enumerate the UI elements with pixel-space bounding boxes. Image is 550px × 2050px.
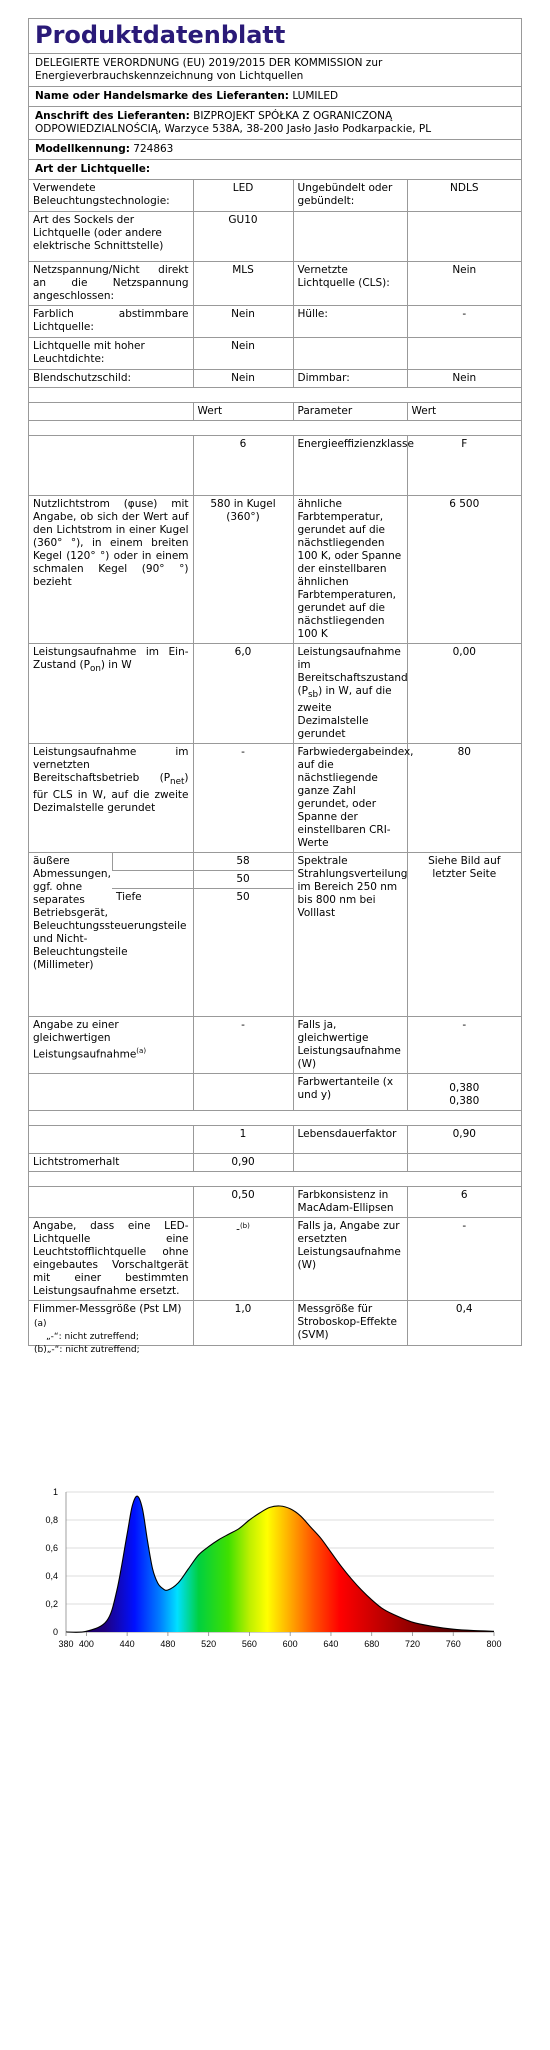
- macadam-value: 6: [407, 1187, 521, 1218]
- cell-param: [293, 338, 407, 370]
- y-tick-label: 0,2: [45, 1599, 58, 1609]
- supplier-name: LUMILED: [292, 90, 339, 102]
- x-tick-label: 480: [160, 1639, 176, 1649]
- cell-value: Nein: [193, 306, 293, 338]
- model-label: Modellkennung:: [35, 143, 130, 155]
- footnote-ref-b: (b): [239, 1222, 250, 1231]
- cell-label: Blendschutzschild:: [29, 370, 193, 388]
- cell-value: GU10: [193, 212, 293, 262]
- power-sb-sub: sb: [307, 690, 319, 701]
- regulation-text: DELEGIERTE VERORDNUNG (EU) 2019/2015 DER KOMMISSION zur Energieverbrauchskennzeichnung von Lichtquellen: [29, 53, 521, 86]
- spectrum-chart: [30, 1480, 520, 1660]
- y-tick-label: 0,6: [45, 1543, 58, 1553]
- energy-class-label: Energieeffizienzklasse: [293, 436, 407, 496]
- spectrum-value: Siehe Bild auf letzter Seite: [407, 853, 521, 1017]
- equiv-power-label: Falls ja, gleichwertige Leistungsaufnahme (W): [293, 1017, 407, 1074]
- page-title: Produktdatenblatt: [35, 21, 286, 49]
- cell-param: Dimmbar:: [293, 370, 407, 388]
- equiv-value: -: [193, 1017, 293, 1074]
- y-tick-label: 0: [52, 1627, 58, 1637]
- footnote-mark: (b): [34, 1345, 47, 1355]
- cell-value2: Nein: [407, 262, 521, 306]
- cell-empty: [29, 403, 193, 421]
- macadam-label: Farbkonsistenz in MacAdam-Ellipsen: [293, 1187, 407, 1218]
- cell-param: Vernetzte Lichtquelle (CLS):: [293, 262, 407, 306]
- power-net-sub: net: [170, 777, 185, 788]
- life-value: 1: [193, 1126, 293, 1154]
- footnote-ref-a: (a): [136, 1047, 147, 1056]
- replaced-power-label: Falls ja, Angabe zur ersetzten Leistungsaufnahme (W): [293, 1218, 407, 1301]
- cell-empty: [29, 436, 193, 496]
- dimensions-label: äußere Abmessungen, ggf. ohne separates Betriebsgerät, Beleuchtungssteuerungsteile und Nicht-Beleuchtungsteile (Millimeter): [29, 853, 112, 1017]
- supplier-address-row: [29, 106, 521, 139]
- flicker-label: Flimmer-Messgröße (Pst LM): [29, 1301, 193, 1345]
- energy-class-value: F: [407, 436, 521, 496]
- header-wert2: Wert: [407, 403, 521, 421]
- dim-sub-empty: [112, 871, 193, 889]
- power-net-label-text: Leistungsaufnahme im vernetzten Bereitschaftsbetrieb (P: [33, 746, 189, 785]
- x-tick-label: 400: [78, 1639, 94, 1649]
- power-on-label: [29, 644, 193, 744]
- cell-param: Ungebündelt oder gebündelt:: [293, 180, 407, 212]
- power-net-value: -: [193, 744, 293, 853]
- y-tick-label: 0,4: [45, 1571, 58, 1581]
- cri-label: Farbwiedergabeindex, auf die nächstliegende ganze Zahl gerundet, oder Spanne der einstellbaren CRI-Werte: [293, 744, 407, 853]
- supplier-name-label: Name oder Handelsmarke des Lieferanten:: [35, 90, 289, 102]
- cell-param: [293, 212, 407, 262]
- footnote-text: „-“: nicht zutreffend;: [46, 1345, 140, 1355]
- x-tick-label: 600: [282, 1639, 298, 1649]
- cell-value: Nein: [193, 370, 293, 388]
- x-tick-label: 640: [323, 1639, 339, 1649]
- cell-label: Netzspannung/Nicht direkt an die Netzspannung angeschlossen:: [29, 262, 193, 306]
- x-tick-label: 520: [201, 1639, 217, 1649]
- x-tick-label: 380: [58, 1639, 74, 1649]
- footnotes: [34, 1318, 140, 1357]
- spec-table: [29, 179, 521, 1345]
- spacer: [29, 388, 521, 403]
- power-sb-label: [293, 644, 407, 744]
- led-replacement-value: [193, 1218, 293, 1301]
- cell-label: Lichtquelle mit hoher Leuchtdichte:: [29, 338, 193, 370]
- cell-label: Verwendete Beleuchtungstechnologie:: [29, 180, 193, 212]
- cct-label: ähnliche Farbtemperatur, gerundet auf die nächstliegenden 100 K, oder Spanne der einstellbaren ähnlichen Farbtemperaturen, gerundet auf die nächstliegenden 100 K: [293, 496, 407, 644]
- cct-value: 6 500: [407, 496, 521, 644]
- footnote-b: [34, 1344, 140, 1357]
- chromaticity-values: [407, 1074, 521, 1111]
- consistency-value: 0,50: [193, 1187, 293, 1218]
- flux-label: Nutzlichtstrom (φuse) mit Angabe, ob sich der Wert auf den Lichtstrom in einer Kugel (360° °), in einem breiten Kegel (120° °) oder in einem schmalen Kegel (90° °) bezieht: [29, 496, 193, 644]
- maintenance-value: 0,90: [193, 1154, 293, 1172]
- cell-empty: [193, 1074, 293, 1111]
- cell-param: Hülle:: [293, 306, 407, 338]
- flicker-value: 1,0: [193, 1301, 293, 1345]
- cell-empty: [407, 1154, 521, 1172]
- cell-value2: [407, 338, 521, 370]
- cell-label: Art des Sockels der Lichtquelle (oder andere elektrische Schnittstelle): [29, 212, 193, 262]
- dim-depth-label: Tiefe: [112, 889, 193, 1017]
- led-replacement-label: Angabe, dass eine LED-Lichtquelle eine Leuchtstofflichtquelle ohne eingebautes Vorschaltgerät mit einer bestimmten Leistungsaufnahme ersetzt.: [29, 1218, 193, 1301]
- supplier-address-label: Anschrift des Lieferanten:: [35, 110, 190, 122]
- type-label: Art der Lichtquelle:: [35, 163, 151, 175]
- type-row: [29, 159, 521, 179]
- led-replacement-dash: -: [236, 1223, 240, 1236]
- life-factor: 0,90: [407, 1126, 521, 1154]
- power-on-value: 6,0: [193, 644, 293, 744]
- chart-area-layer: [66, 1496, 494, 1632]
- spacer: [29, 421, 521, 436]
- life-label: Lebensdauerfaktor: [293, 1126, 407, 1154]
- cell-value2: NDLS: [407, 180, 521, 212]
- equiv-power-value: -: [407, 1017, 521, 1074]
- power-sb-label-text: Leistungsaufnahme im Bereitschaftszustand (P: [297, 646, 408, 697]
- x-tick-label: 760: [445, 1639, 461, 1649]
- cell-value: MLS: [193, 262, 293, 306]
- cell-value2: -: [407, 306, 521, 338]
- header-parameter: Parameter: [293, 403, 407, 421]
- chroma-x: 0,380: [449, 1082, 480, 1095]
- footnote-a: [34, 1318, 140, 1344]
- svm-value: 0,4: [407, 1301, 521, 1345]
- equiv-label: [29, 1017, 193, 1074]
- replaced-power-value: -: [407, 1218, 521, 1301]
- dim-sub-empty: [112, 853, 193, 871]
- x-tick-label: 440: [119, 1639, 135, 1649]
- y-tick-label: 0,8: [45, 1515, 58, 1525]
- footnote-text: „-“: nicht zutreffend;: [46, 1332, 139, 1342]
- power-on-label-post: ) in W: [100, 659, 132, 671]
- power-net-label-post: ) für CLS in W, auf die zweite Dezimalstelle gerundet: [33, 772, 189, 815]
- maintenance-label: Lichtstromerhalt: [29, 1154, 193, 1172]
- spacer: [29, 1111, 521, 1126]
- power-net-label: [29, 744, 193, 853]
- svm-label: Messgröße für Stroboskop-Effekte (SVM): [293, 1301, 407, 1345]
- dim-value-3: 50: [193, 889, 293, 1017]
- power-sb-label-post: ) in W, auf die zweite Dezimalstelle gerundet: [297, 685, 392, 741]
- flux-value: 580 in Kugel (360°): [193, 496, 293, 644]
- power-sb-value: 0,00: [407, 644, 521, 744]
- model-id: 724863: [133, 143, 174, 155]
- model-row: [29, 139, 521, 159]
- x-tick-label: 560: [241, 1639, 257, 1649]
- power-on-sub: on: [89, 664, 101, 675]
- y-tick-label: 1: [52, 1487, 58, 1497]
- chroma-y: 0,380: [449, 1095, 480, 1108]
- cell-value: LED: [193, 180, 293, 212]
- cell-empty: [29, 1187, 193, 1218]
- cell-empty: [293, 1154, 407, 1172]
- cri-value: 80: [407, 744, 521, 853]
- power-on-label-text: Leistungsaufnahme im Ein-Zustand (P: [33, 646, 189, 671]
- cell-value: 6: [193, 436, 293, 496]
- equiv-label-text: Angabe zu einer gleichwertigen Leistungsaufnahme: [33, 1019, 137, 1061]
- footnote-mark: (a): [34, 1319, 47, 1329]
- product-sheet: [28, 18, 522, 1346]
- chromaticity-label: Farbwertanteile (x und y): [293, 1074, 407, 1111]
- cell-value2: [407, 212, 521, 262]
- dim-value-1: 58: [193, 853, 293, 871]
- spectrum-label: Spektrale Strahlungsverteilung im Bereich 250 nm bis 800 nm bei Volllast: [293, 853, 407, 1017]
- supplier-name-row: [29, 86, 521, 106]
- cell-value2: Nein: [407, 370, 521, 388]
- supplier-address: BIZPROJEKT SPÓŁKA Z OGRANICZONĄ ODPOWIEDZIALNOŚCIĄ, Warzyce 538A, 38-200 Jasło Jasło Podkarpackie, PL: [35, 110, 432, 135]
- cell-empty: [29, 1126, 193, 1154]
- x-tick-label: 720: [404, 1639, 420, 1649]
- cell-empty: [29, 1074, 193, 1111]
- header-wert: Wert: [193, 403, 293, 421]
- cell-value: Nein: [193, 338, 293, 370]
- x-tick-label: 680: [364, 1639, 380, 1649]
- cell-label: Farblich abstimmbare Lichtquelle:: [29, 306, 193, 338]
- dim-value-2: 50: [193, 871, 293, 889]
- x-tick-label: 800: [486, 1639, 502, 1649]
- spacer: [29, 1172, 521, 1187]
